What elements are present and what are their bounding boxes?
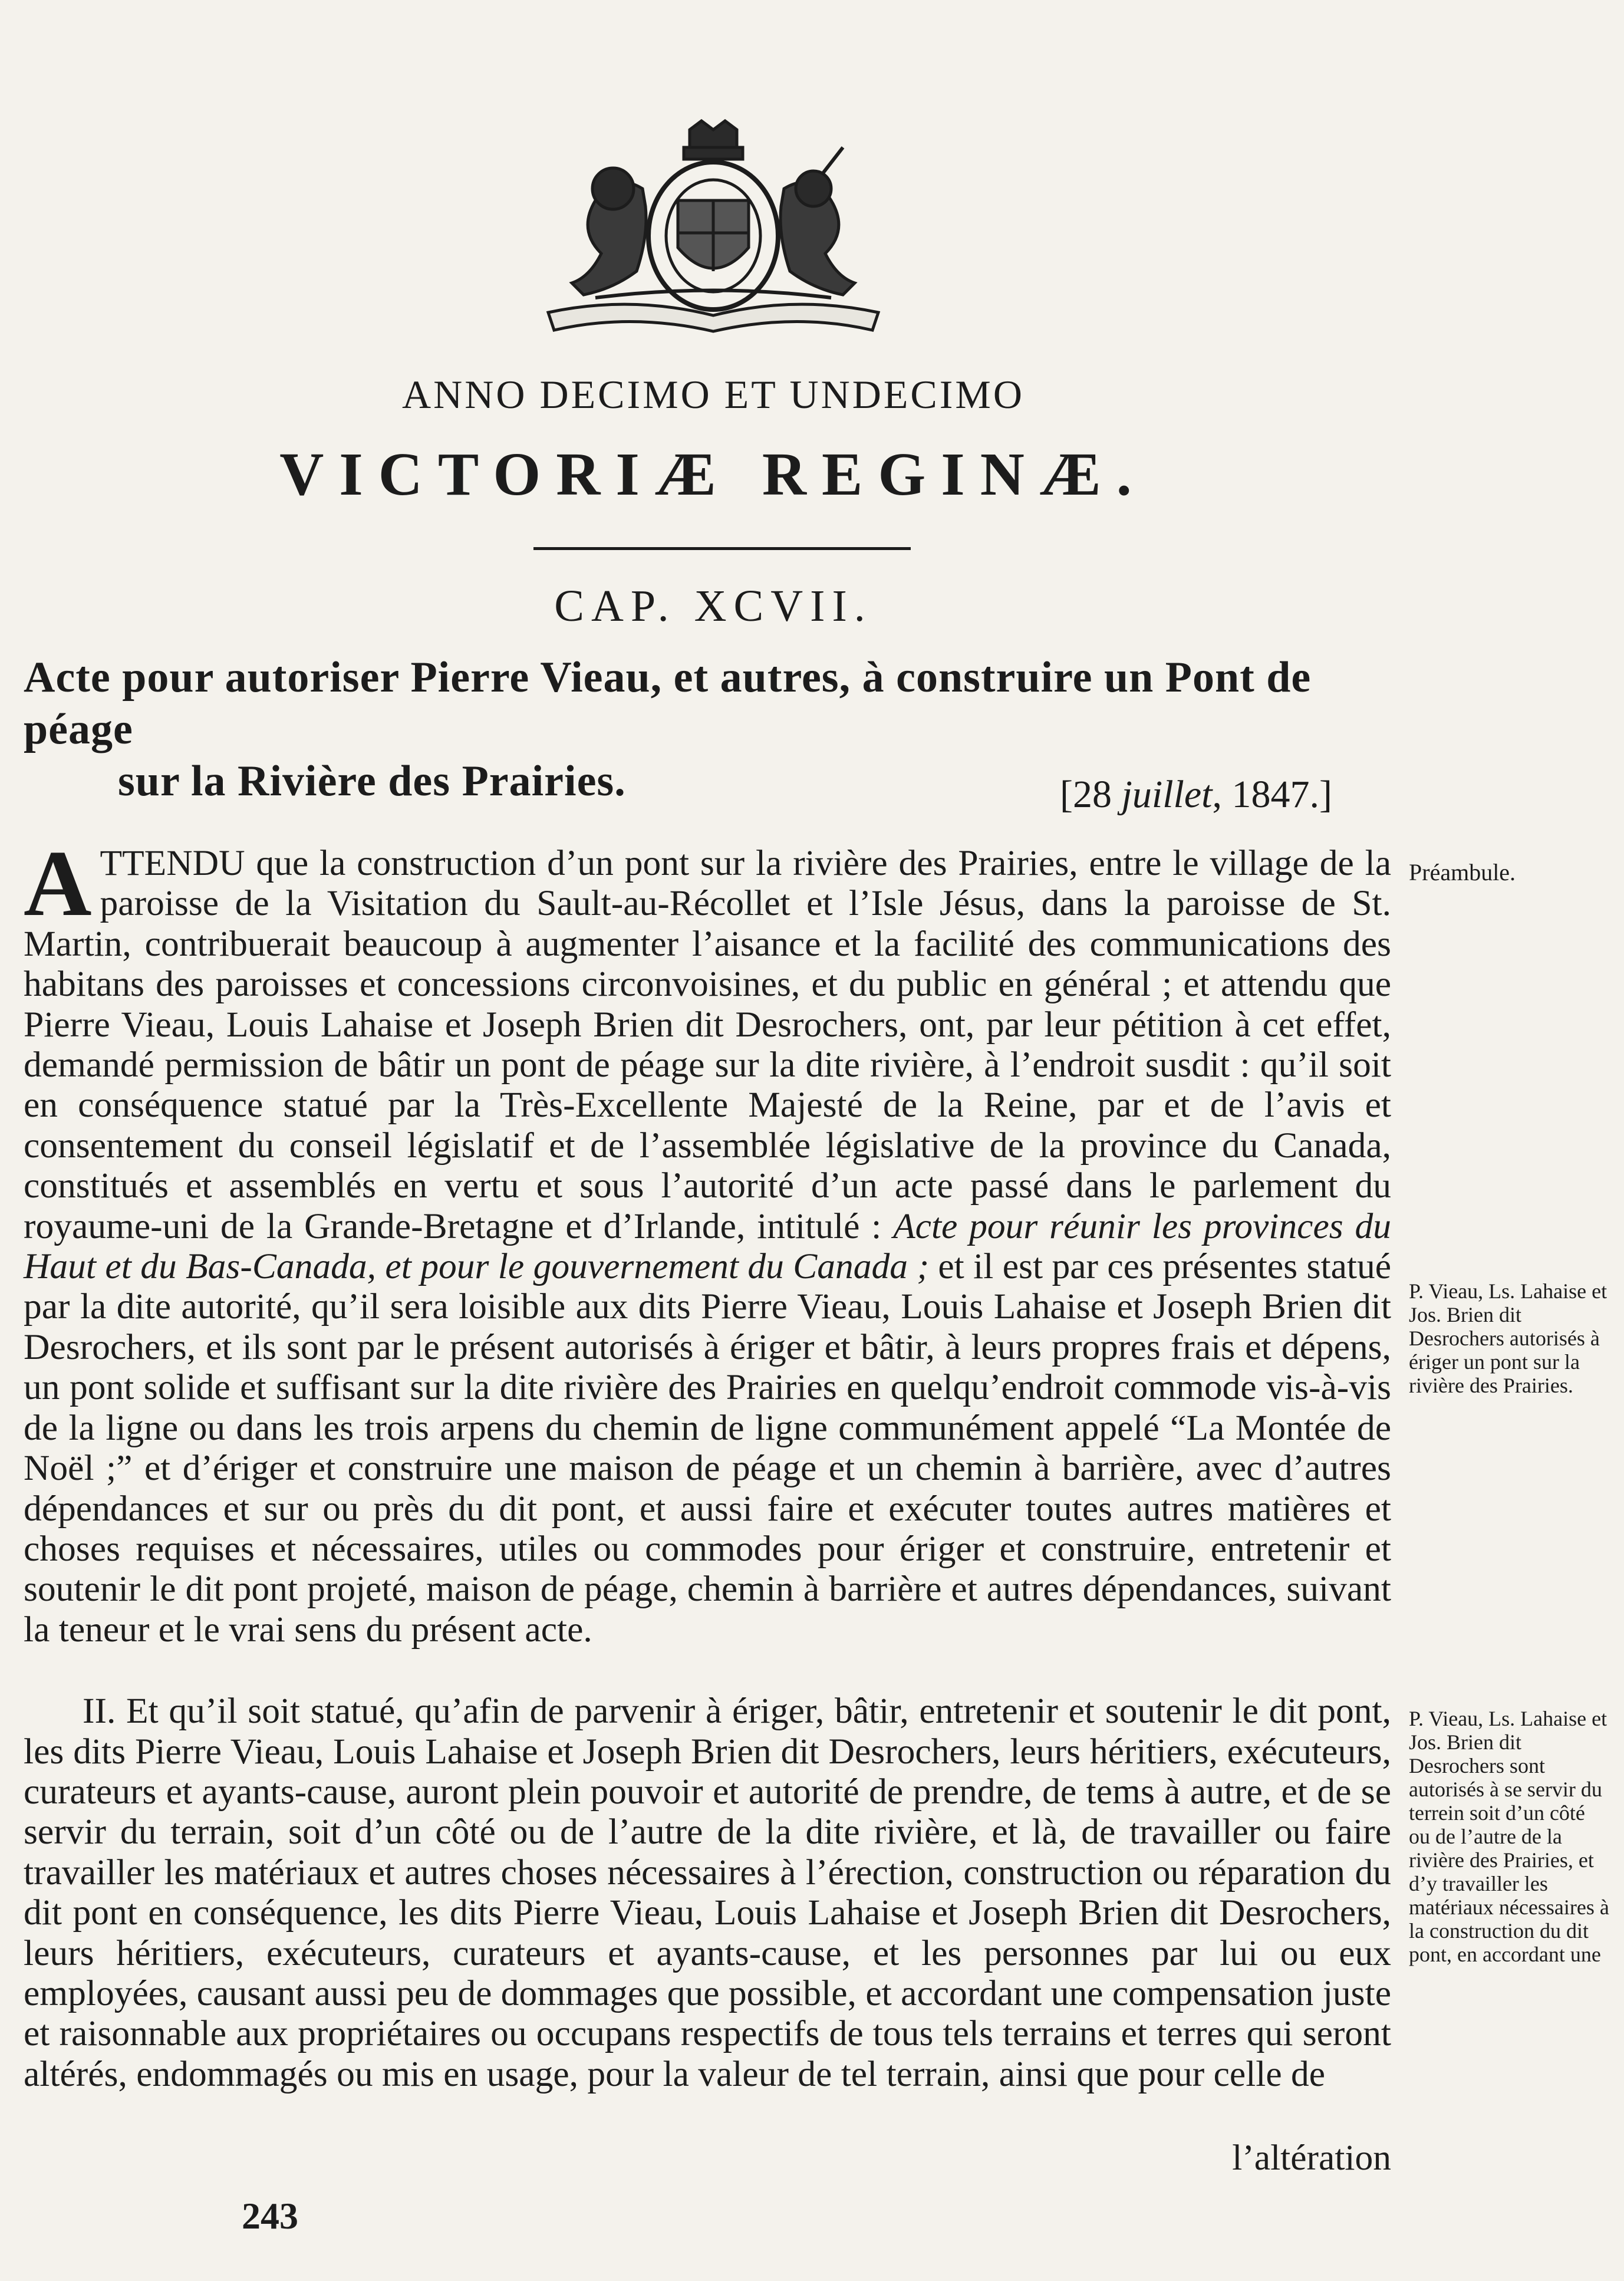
anno-heading: ANNO DECIMO ET UNDECIMO [402,372,1025,417]
sidenote-authorization: P. Vieau, Ls. Lahaise et Jos. Brien dit Desrochers autorisés à ériger un pont sur la rivière des Prairies. [1409,1279,1607,1397]
section-1-text-a: TTENDU que la construction d’un pont sur la rivière des Prairies, entre le village de la paroisse de la Visitation du Sault-au-Récollet et l’Isle Jésus, dans la paroisse de St. Martin, contribuerait beaucoup à augmenter l’aisance et la facilité des communications des habitans des paroisses et concessions circonvoisines, et du public en général ; et attendu que Pierre Vieau, Louis Lahaise et Joseph Brien dit Desrochers, ont, par leur pétition à cet effet, demandé permission de bâtir un pont de péage sur la dite rivière, à l’endroit susdit : qu’il soit en conséquence statué par la Très-Excellente Majesté de la Reine, par et de l’avis et consentement du conseil législatif et de l’assemblée législative de la province du Canada, constitués et assemblés en vertu et sous l’autorité d’un acte passé dans le parlement du royaume-uni de la Grande-Bretagne et d’Irlande, intitulé : [24,843,1391,1246]
assent-date-close: , 1847.] [1212,773,1332,816]
chapter-number: CAP. XCVII. [554,581,872,631]
assent-date-month: juillet [1121,773,1213,816]
assent-date-open: [28 [1060,773,1122,816]
drop-cap: A [24,831,92,936]
sidenote-land-use: P. Vieau, Ls. Lahaise et Jos. Brien dit Desrochers sont autorisés à se servir du terrein soit d’un côté ou de l’autre de la rivière des Prairies, et d’y travailler les matériaux nécessaires à la construction du dit pont, en accordant une [1409,1707,1609,1966]
section-1-paragraph [24,831,1392,1650]
royal-coat-of-arms-icon [525,118,902,342]
act-title-line-1: Acte pour autoriser Pierre Vieau, et autres, à construire un Pont de péage [24,653,1312,753]
assent-date [1002,772,1332,817]
regnal-heading: VICTORIÆ REGINÆ. [279,440,1147,508]
sidenote-preamble: Préambule. [1409,859,1516,886]
section-1-text-b: et il est par ces présentes statué par la dite autorité, qu’il sera loisible aux dits Pierre Vieau, Louis Lahaise et Joseph Brien dit Desrochers, et ils sont par le présent autorisés à ériger et bâtir, à leurs propres frais et dépens, un pont solide et suffisant sur la dite rivière des Prairies en quelqu’endroit commode vis-à-vis de la ligne ou dans les trois arpens du chemin de ligne communément appelé “La Montée de Noël ;” et d’ériger et construire une maison de péage et un chemin à barrière, avec d’autres dépendances et sur ou près du dit pont, et aussi faire et exécuter toutes autres matières et choses requises et nécessaires, utiles ou commodes pour ériger et construire, entretenir et soutenir le dit pont projeté, maison de péage, chemin à barrière et autres dépendances, suivant la teneur et le vrai sens du présent acte. [24,1246,1392,1650]
page-number: 243 [242,2195,298,2237]
heading-divider [533,547,911,550]
catchword: l’altération [1232,2138,1391,2178]
act-title-line-2: sur la Rivière des Prairies. [118,757,626,805]
act-body [24,831,1392,2094]
section-2-paragraph: II. Et qu’il soit statué, qu’afin de parvenir à ériger, bâtir, entretenir et soutenir le dit pont, les dits Pierre Vieau, Louis Lahaise et Joseph Brien dit Desrochers, leurs héritiers, exécuteurs, curateurs et ayants-cause, auront plein pouvoir et autorité de prendre, de tems à autre, et de se servir du terrain, soit d’un côté ou de l’autre de la dite rivière, et là, de travailler ou faire travailler les matériaux et autres choses nécessaires à l’érection, construction ou réparation du dit pont en conséquence, les dits Pierre Vieau, Louis Lahaise et Joseph Brien dit Desrochers, leurs héritiers, exécuteurs, curateurs et ayants-cause, et les personnes par lui ou eux employées, causant aussi peu de dommages que possible, et accordant une compensation juste et raisonnable aux propriétaires ou occupans respectifs de tous tels terrains et terres qui seront altérés, endommagés ou mis en usage, pour la valeur de tel terrain, ainsi que pour celle de [24,1691,1391,2094]
section-1-cited-act: Acte pour réunir les provinces du Haut et du Bas-Canada, et pour le gouvernement du Canada ; [24,1206,1391,1287]
